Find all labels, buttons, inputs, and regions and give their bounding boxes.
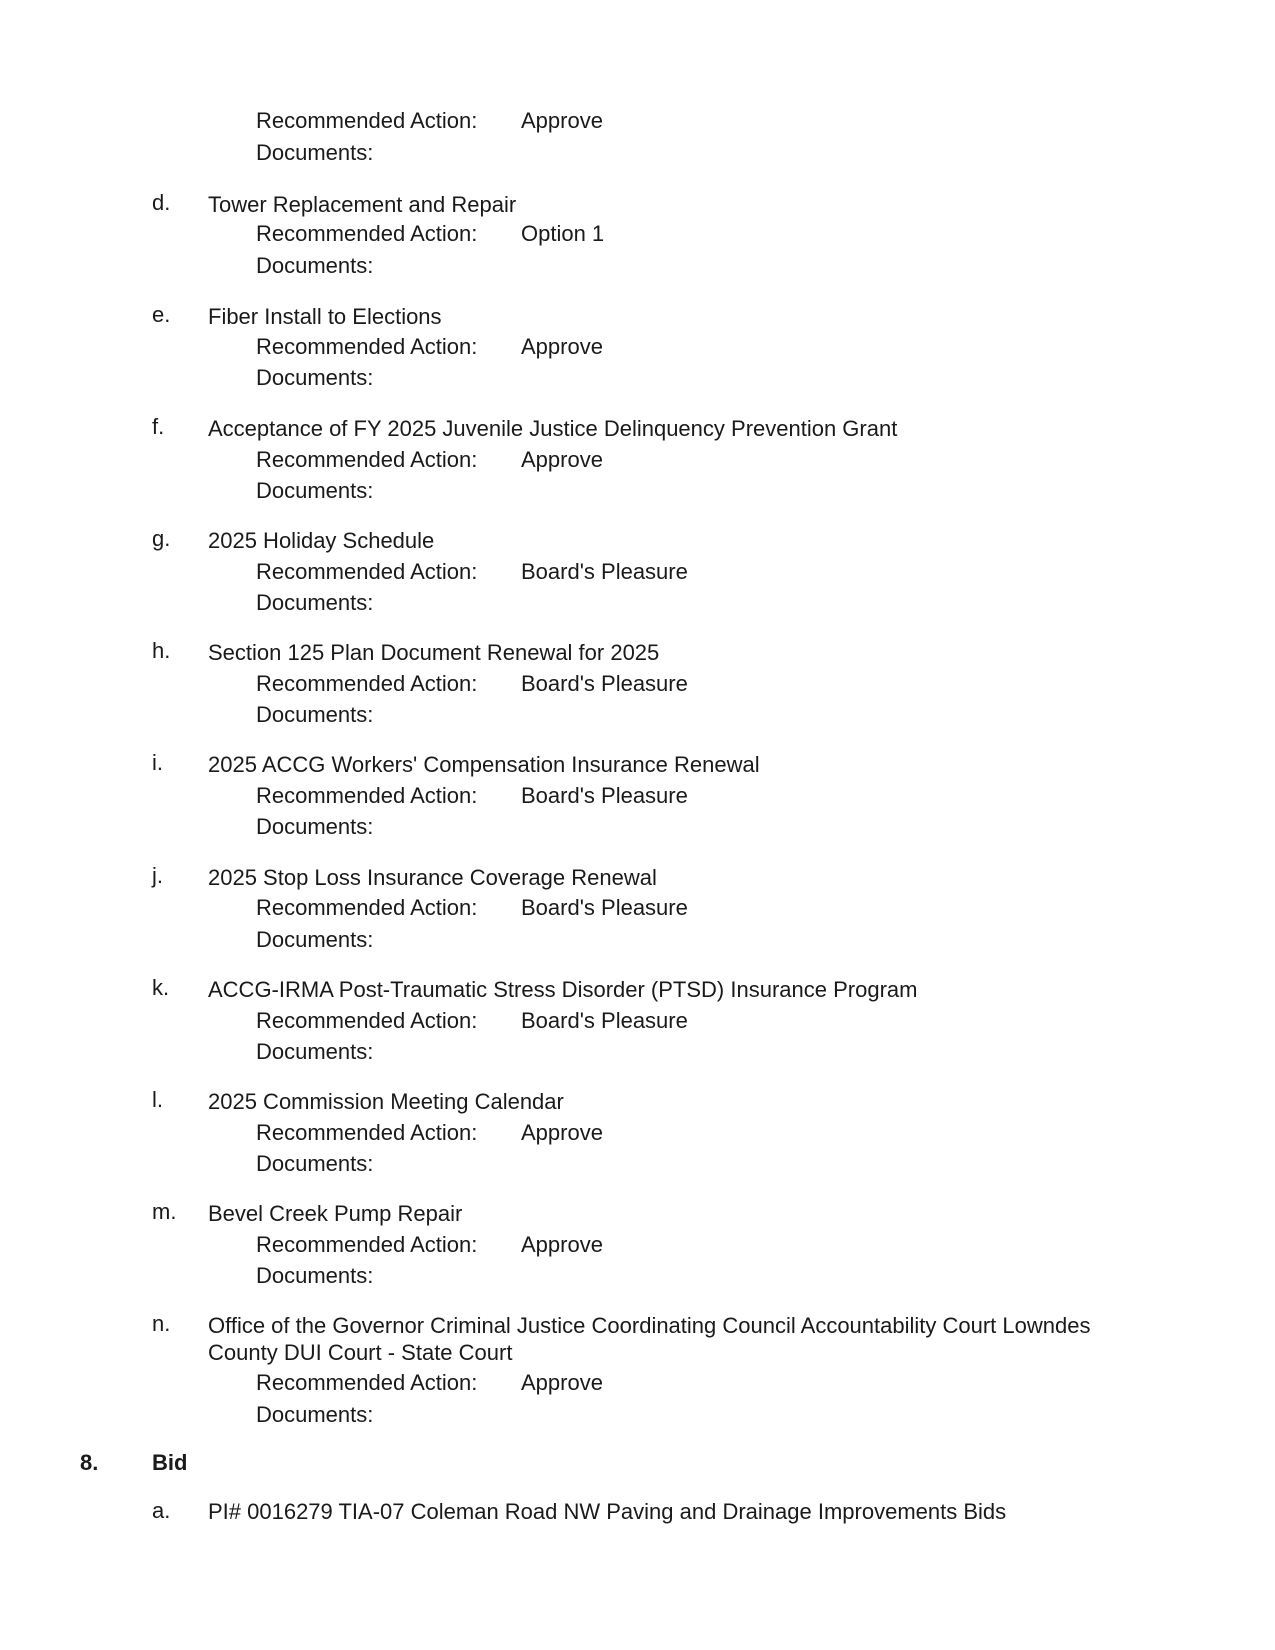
recommended-action-label: Recommended Action: bbox=[256, 559, 478, 584]
documents-label: Documents: bbox=[256, 140, 374, 165]
item-letter: j. bbox=[152, 863, 163, 888]
recommended-action-value: Approve bbox=[521, 334, 603, 359]
item-letter: f. bbox=[152, 414, 165, 439]
recommended-action-value: Option 1 bbox=[521, 221, 605, 246]
recommended-action-label: Recommended Action: bbox=[256, 1008, 478, 1033]
item-letter: d. bbox=[152, 190, 171, 215]
item-letter: m. bbox=[152, 1199, 177, 1224]
recommended-action-label: Recommended Action: bbox=[256, 447, 478, 472]
recommended-action-value: Board's Pleasure bbox=[521, 559, 688, 584]
documents-label: Documents: bbox=[256, 1402, 374, 1427]
documents-label: Documents: bbox=[256, 478, 374, 503]
documents-label: Documents: bbox=[256, 927, 374, 952]
recommended-action-label: Recommended Action: bbox=[256, 1370, 478, 1395]
recommended-action-label: Recommended Action: bbox=[256, 783, 478, 808]
recommended-action-value: Approve bbox=[521, 1232, 603, 1257]
item-title: 2025 ACCG Workers' Compensation Insurance Renewal bbox=[208, 752, 760, 777]
section-number: 8. bbox=[80, 1450, 99, 1475]
recommended-action-value: Approve bbox=[521, 108, 603, 133]
recommended-action-label: Recommended Action: bbox=[256, 334, 478, 359]
item-title: Fiber Install to Elections bbox=[208, 304, 442, 329]
item-title: Acceptance of FY 2025 Juvenile Justice Delinquency Prevention Grant bbox=[208, 416, 898, 441]
recommended-action-value: Board's Pleasure bbox=[521, 895, 688, 920]
item-letter: i. bbox=[152, 750, 163, 775]
documents-label: Documents: bbox=[256, 253, 374, 278]
item-title: 2025 Stop Loss Insurance Coverage Renewal bbox=[208, 865, 657, 890]
recommended-action-value: Approve bbox=[521, 447, 603, 472]
documents-label: Documents: bbox=[256, 590, 374, 615]
documents-label: Documents: bbox=[256, 1039, 374, 1064]
recommended-action-label: Recommended Action: bbox=[256, 108, 478, 133]
item-title: Tower Replacement and Repair bbox=[208, 192, 517, 217]
recommended-action-value: Board's Pleasure bbox=[521, 671, 688, 696]
recommended-action-value: Board's Pleasure bbox=[521, 1008, 688, 1033]
item-title: Bevel Creek Pump Repair bbox=[208, 1201, 463, 1226]
item-letter: l. bbox=[152, 1087, 163, 1112]
documents-label: Documents: bbox=[256, 365, 374, 390]
recommended-action-label: Recommended Action: bbox=[256, 221, 478, 246]
item-title: 2025 Holiday Schedule bbox=[208, 528, 435, 553]
recommended-action-label: Recommended Action: bbox=[256, 895, 478, 920]
documents-label: Documents: bbox=[256, 1263, 374, 1288]
item-letter: k. bbox=[152, 975, 170, 1000]
item-title: ACCG-IRMA Post-Traumatic Stress Disorder (PTSD) Insurance Program bbox=[208, 977, 918, 1002]
documents-label: Documents: bbox=[256, 814, 374, 839]
item-letter: n. bbox=[152, 1311, 171, 1336]
item-letter: a. bbox=[152, 1498, 171, 1523]
documents-label: Documents: bbox=[256, 1151, 374, 1176]
recommended-action-label: Recommended Action: bbox=[256, 1120, 478, 1145]
recommended-action-value: Approve bbox=[521, 1120, 603, 1145]
item-letter: h. bbox=[152, 638, 171, 663]
item-title-line-2: County DUI Court - State Court bbox=[208, 1340, 513, 1365]
item-title: PI# 0016279 TIA-07 Coleman Road NW Paving and Drainage Improvements Bids bbox=[208, 1499, 1007, 1524]
item-title-line-1: Office of the Governor Criminal Justice Coordinating Council Accountability Court Lowndes bbox=[208, 1313, 1091, 1338]
item-letter: g. bbox=[152, 526, 171, 551]
item-title: 2025 Commission Meeting Calendar bbox=[208, 1089, 564, 1114]
section-title: Bid bbox=[152, 1450, 188, 1475]
recommended-action-label: Recommended Action: bbox=[256, 671, 478, 696]
item-letter: e. bbox=[152, 302, 171, 327]
recommended-action-value: Board's Pleasure bbox=[521, 783, 688, 808]
documents-label: Documents: bbox=[256, 702, 374, 727]
item-title: Section 125 Plan Document Renewal for 2025 bbox=[208, 640, 660, 665]
recommended-action-label: Recommended Action: bbox=[256, 1232, 478, 1257]
recommended-action-value: Approve bbox=[521, 1370, 603, 1395]
